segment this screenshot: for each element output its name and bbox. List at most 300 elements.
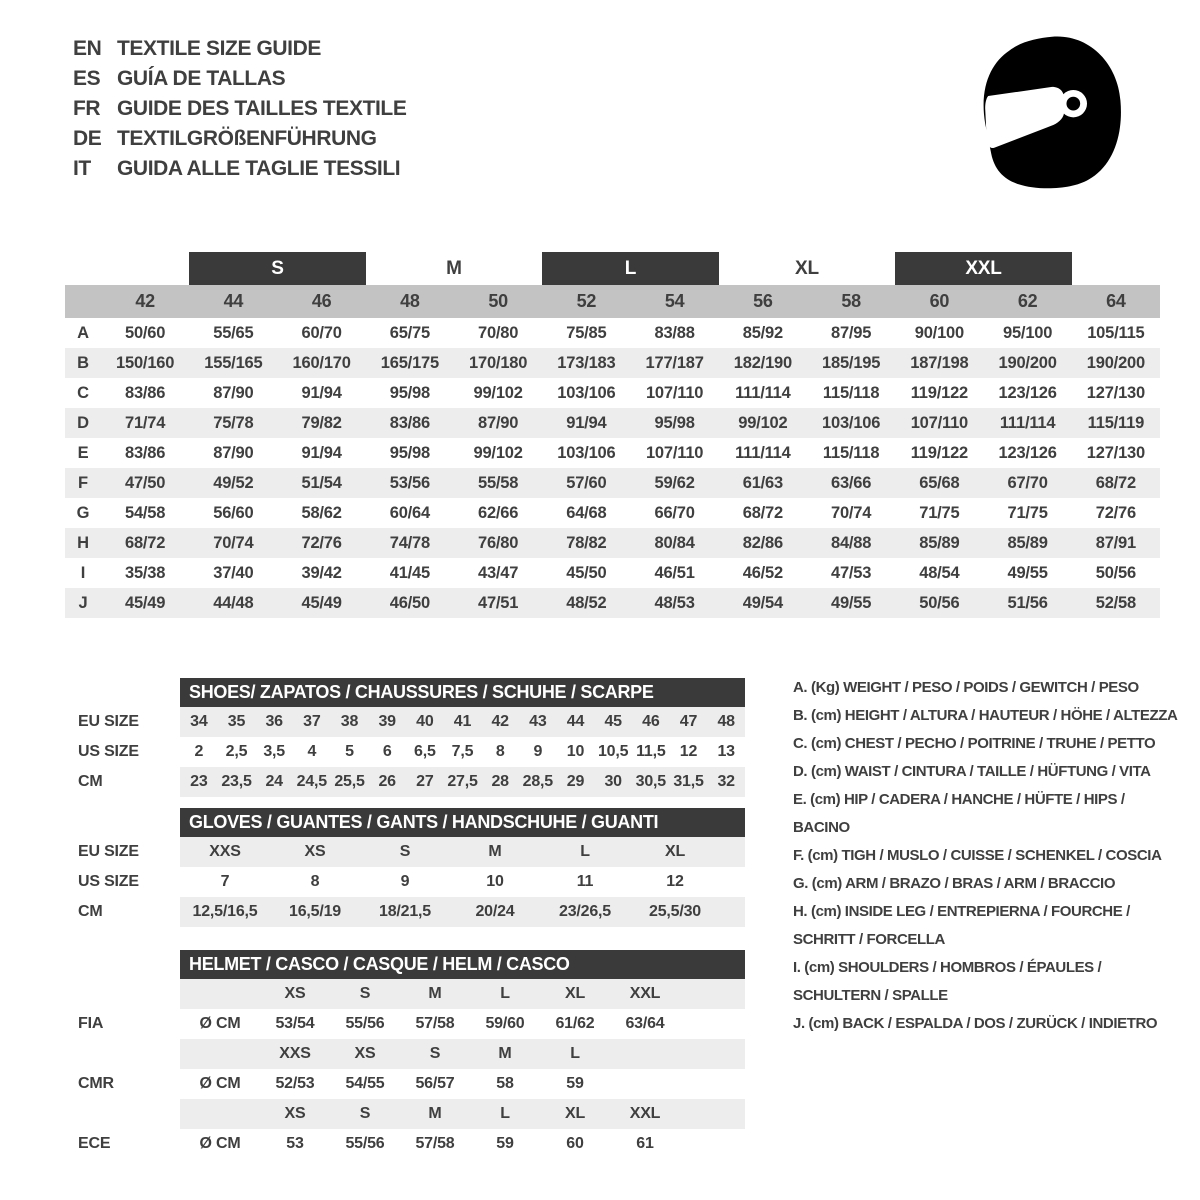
table-cell: 11,5	[636, 743, 666, 760]
size-band-xxl: XXL	[895, 252, 1072, 285]
numeric-size: 56	[753, 291, 773, 311]
numeric-size: 46	[311, 291, 332, 311]
table-cell: 56/60	[213, 503, 254, 522]
table-cell: XS	[284, 1105, 306, 1122]
row-cells	[180, 1129, 745, 1159]
row-cells	[180, 1039, 745, 1069]
table-cell: 53/54	[275, 1015, 315, 1032]
table-cell: 91/94	[301, 443, 342, 462]
table-cell: L	[580, 843, 590, 860]
table-cell: 26	[378, 773, 396, 790]
table-cell: 36	[265, 713, 283, 730]
table-cell: 60/64	[389, 503, 431, 522]
table-cell: 6,5	[414, 743, 436, 760]
table-cell: 99/102	[473, 383, 523, 402]
row-label: EU SIZE	[78, 843, 139, 860]
table-cell: 64/68	[566, 503, 607, 522]
unit-cell: Ø CM	[199, 1075, 241, 1092]
table-cell: S	[429, 1045, 441, 1062]
table-cell: 18/21,5	[379, 903, 431, 920]
table-cell: L	[500, 985, 510, 1002]
row-cells	[180, 837, 745, 867]
table-cell: 29	[566, 773, 585, 790]
row-letter: J	[78, 593, 88, 612]
table-cell: 119/122	[910, 443, 969, 462]
table-cell: 59/62	[654, 473, 695, 492]
row-label: FIA	[78, 1015, 104, 1032]
table-cell: 28,5	[522, 773, 553, 790]
table-cell: 46/51	[654, 563, 695, 582]
table-cell: 8	[495, 743, 505, 760]
table-cell: 40	[416, 713, 434, 730]
language-code: IT	[73, 157, 91, 180]
legend-item: E. (cm) HIP / CADERA / HANCHE / HÜFTE / HIPS / BACINO	[793, 791, 1125, 836]
table-cell: 95/98	[389, 383, 431, 402]
row-cells	[180, 767, 745, 797]
size-band-xl: XL	[795, 258, 819, 279]
row-cells	[180, 897, 745, 927]
table-cell: 111/114	[735, 383, 791, 402]
table-cell: 67/70	[1007, 473, 1048, 492]
racing-helmet-icon	[973, 32, 1125, 192]
table-cell: 127/130	[1086, 383, 1145, 402]
helmet-table	[65, 950, 745, 1159]
row-cells	[180, 707, 745, 737]
table-row-e	[65, 438, 1160, 468]
row-label: EU SIZE	[78, 713, 139, 730]
table-cell: 59	[496, 1135, 514, 1152]
table-cell: S	[359, 985, 371, 1002]
table-cell: 48/54	[919, 563, 960, 582]
table-cell: 70/74	[830, 503, 872, 522]
table-cell: 99/102	[473, 443, 523, 462]
language-code: FR	[73, 97, 101, 120]
helmet-values-row-ece	[65, 1129, 745, 1159]
table-cell: 87/90	[213, 383, 254, 402]
table-cell: 91/94	[566, 413, 607, 432]
table-cell: XL	[564, 1105, 586, 1122]
legend-item: H. (cm) INSIDE LEG / ENTREPIERNA / FOURCHE / SCHRITT / FORCELLA	[793, 903, 1130, 948]
numeric-size: 44	[223, 291, 244, 311]
table-cell: 46/50	[389, 593, 431, 612]
row-cells	[180, 1099, 745, 1129]
table-cell: 103/106	[557, 383, 616, 402]
legend-item: G. (cm) ARM / BRAZO / BRAS / ARM / BRACCIO	[793, 875, 1116, 892]
table-cell: 79/82	[301, 413, 342, 432]
section-row	[65, 767, 745, 797]
table-cell: XS	[354, 1045, 376, 1062]
table-cell: 31,5	[673, 773, 704, 790]
row-label	[65, 1099, 180, 1129]
table-cell: 35	[227, 713, 246, 730]
table-cell: 41/45	[389, 563, 431, 582]
unit-cell: Ø CM	[199, 1135, 241, 1152]
legend-item: F. (cm) TIGH / MUSLO / CUISSE / SCHENKEL / COSCIA	[793, 847, 1162, 864]
table-cell: 70/74	[213, 533, 254, 552]
table-cell: 45/49	[301, 593, 342, 612]
row-label: CMR	[78, 1075, 114, 1092]
table-cell: 44/48	[213, 593, 254, 612]
table-cell: 45	[604, 713, 622, 730]
table-cell: 42	[491, 713, 509, 730]
row-label	[65, 1039, 180, 1069]
table-cell: 39	[378, 713, 396, 730]
table-cell: 57/60	[566, 473, 607, 492]
table-cell: 170/180	[469, 353, 528, 372]
table-cell: 61/63	[742, 473, 784, 492]
table-cell: 75/78	[213, 413, 254, 432]
table-cell: 37	[303, 713, 321, 730]
table-cell: XL	[564, 985, 586, 1002]
table-cell: 44	[566, 713, 585, 730]
table-cell: XS	[284, 985, 306, 1002]
gloves-header: GLOVES / GUANTES / GANTS / HANDSCHUHE / GUANTI	[180, 808, 745, 837]
table-cell: 23/26,5	[559, 903, 611, 920]
language-title: GUIDA ALLE TAGLIE TESSILI	[117, 157, 401, 180]
table-cell: 111/114	[735, 443, 791, 462]
language-title: GUÍA DE TALLAS	[117, 67, 286, 90]
table-cell: S	[359, 1105, 371, 1122]
table-cell: 6	[382, 743, 392, 760]
table-row-c	[65, 378, 1160, 408]
table-cell: 177/187	[645, 353, 704, 372]
table-cell: 61	[636, 1135, 654, 1152]
legend-item: B. (cm) HEIGHT / ALTURA / HAUTEUR / HÖHE / ALTEZZA	[793, 707, 1178, 724]
table-cell: 105/115	[1087, 323, 1145, 342]
table-cell: 47/51	[477, 593, 519, 612]
table-cell: 10	[566, 743, 585, 760]
table-cell: 50/60	[124, 323, 166, 342]
table-cell: 16,5/19	[289, 903, 341, 920]
table-cell: L	[570, 1045, 580, 1062]
table-cell: 11	[576, 873, 594, 890]
table-cell: 60	[566, 1135, 584, 1152]
helmet-sizes-row	[65, 1099, 745, 1129]
table-cell: 59/60	[485, 1015, 525, 1032]
textile-size-table	[65, 252, 1160, 618]
table-cell: 80/84	[654, 533, 695, 552]
table-cell: 25,5/30	[649, 903, 701, 920]
table-cell: 12	[666, 873, 684, 890]
section-row	[65, 837, 745, 867]
table-cell: 83/88	[654, 323, 695, 342]
legend-item: D. (cm) WAIST / CINTURA / TAILLE / HÜFTUNG / VITA	[793, 763, 1151, 780]
row-label: US SIZE	[78, 873, 139, 890]
table-cell: 52/53	[275, 1075, 315, 1092]
numeric-size: 54	[664, 291, 685, 311]
table-cell: 49/54	[742, 593, 784, 612]
table-cell: 46	[642, 713, 660, 730]
table-cell: 173/183	[557, 353, 616, 372]
table-cell: 111/114	[999, 413, 1056, 432]
table-cell: 185/195	[822, 353, 881, 372]
table-cell: 27	[416, 773, 434, 790]
table-cell: 190/200	[1086, 353, 1145, 372]
shoes-rows	[65, 707, 745, 797]
table-cell: 68/72	[1095, 473, 1137, 492]
table-cell: 66/70	[654, 503, 695, 522]
table-cell: 84/88	[830, 533, 872, 552]
table-cell: 103/106	[822, 413, 881, 432]
table-cell: 95/98	[654, 413, 695, 432]
table-cell: 49/55	[1007, 563, 1048, 582]
table-cell: M	[498, 1045, 512, 1062]
table-cell: 55/58	[477, 473, 519, 492]
row-cells	[180, 1069, 745, 1099]
gloves-table	[65, 808, 745, 927]
table-cell: XXS	[209, 843, 241, 860]
table-cell: 2	[194, 743, 204, 760]
table-cell: 34	[190, 713, 208, 730]
numeric-size: 62	[1017, 291, 1038, 311]
language-code: DE	[73, 127, 102, 150]
table-cell: 10,5	[597, 743, 629, 760]
table-cell: 155/165	[204, 353, 263, 372]
legend-item: J. (cm) BACK / ESPALDA / DOS / ZURÜCK / INDIETRO	[793, 1015, 1158, 1032]
table-cell: 53	[286, 1135, 304, 1152]
table-cell: 9	[400, 873, 410, 890]
table-cell: 115/118	[822, 443, 880, 462]
table-cell: 58	[496, 1075, 514, 1092]
helmet-sizes-row	[65, 979, 745, 1009]
measurement-rows	[65, 318, 1160, 618]
table-cell: 115/118	[822, 383, 880, 402]
table-cell: 23,5	[221, 773, 252, 790]
table-cell: 99/102	[738, 413, 788, 432]
table-cell: 54/55	[345, 1075, 385, 1092]
table-cell: 32	[717, 773, 735, 790]
row-cells	[180, 867, 745, 897]
table-cell: 75/85	[566, 323, 607, 342]
table-cell: 51/56	[1007, 593, 1048, 612]
table-cell: 12	[679, 743, 698, 760]
table-cell: 59	[566, 1075, 584, 1092]
table-cell: 12,5/16,5	[192, 903, 258, 920]
helmet-header: HELMET / CASCO / CASQUE / HELM / CASCO	[180, 950, 745, 979]
table-cell: 72/76	[301, 533, 342, 552]
table-cell: XL	[664, 843, 686, 860]
numeric-size: 42	[135, 291, 155, 311]
table-cell: 190/200	[998, 353, 1057, 372]
table-row-h	[65, 528, 1160, 558]
row-cells	[180, 979, 745, 1009]
table-cell: 70/80	[477, 323, 519, 342]
legend-item: C. (cm) CHEST / PECHO / POITRINE / TRUHE / PETTO	[793, 735, 1156, 752]
language-title: TEXTILGRÖßENFÜHRUNG	[117, 127, 377, 150]
table-cell: 45/49	[124, 593, 166, 612]
table-cell: M	[428, 1105, 442, 1122]
table-cell: 107/110	[645, 443, 704, 462]
table-cell: 50/56	[919, 593, 960, 612]
measurement-legend	[793, 674, 1185, 1038]
section-row	[65, 867, 745, 897]
table-cell: 83/86	[124, 383, 166, 402]
table-cell: 39/42	[301, 563, 342, 582]
table-cell: 30	[604, 773, 622, 790]
table-cell: 13	[717, 743, 735, 760]
helmet-sizes-row	[65, 1039, 745, 1069]
row-letter: E	[77, 443, 89, 462]
table-row-a	[65, 318, 1160, 348]
table-cell: 107/110	[910, 413, 969, 432]
row-letter: B	[77, 353, 89, 372]
row-label: ECE	[78, 1135, 111, 1152]
helmet-values-row-cmr	[65, 1069, 745, 1099]
table-cell: 87/90	[213, 443, 254, 462]
table-cell: 60/70	[301, 323, 342, 342]
table-cell: 48/52	[566, 593, 607, 612]
table-cell: 7	[220, 873, 230, 890]
table-cell: 87/95	[830, 323, 872, 342]
table-row-f	[65, 468, 1160, 498]
table-cell: 4	[307, 743, 317, 760]
table-cell: 76/80	[477, 533, 519, 552]
table-cell: XS	[304, 843, 326, 860]
table-cell: 115/119	[1087, 413, 1145, 432]
table-cell: 78/82	[566, 533, 607, 552]
language-row	[73, 124, 406, 154]
table-cell: 68/72	[124, 533, 166, 552]
section-row	[65, 897, 745, 927]
table-cell: 56/57	[415, 1075, 455, 1092]
table-cell: 46/52	[742, 563, 784, 582]
table-cell: 49/52	[213, 473, 254, 492]
table-cell: 72/76	[1095, 503, 1137, 522]
table-cell: 85/89	[1007, 533, 1048, 552]
size-band-s: S	[189, 252, 366, 285]
table-cell: 43/47	[477, 563, 519, 582]
table-cell: 27,5	[447, 773, 478, 790]
language-row	[73, 64, 406, 94]
row-letter: F	[78, 473, 88, 492]
table-cell: 2,5	[225, 743, 248, 760]
table-cell: L	[500, 1105, 510, 1122]
table-cell: 8	[310, 873, 320, 890]
table-cell: 127/130	[1086, 443, 1145, 462]
table-cell: XXS	[279, 1045, 311, 1062]
table-cell: 49/55	[830, 593, 872, 612]
table-cell: 38	[340, 713, 359, 730]
table-cell: 68/72	[742, 503, 784, 522]
table-cell: 95/100	[1002, 323, 1053, 342]
language-title: TEXTILE SIZE GUIDE	[117, 37, 321, 60]
table-cell: 25,5	[334, 773, 365, 790]
row-letter: A	[77, 323, 89, 342]
table-cell: 119/122	[910, 383, 969, 402]
row-letter: D	[77, 413, 89, 432]
table-cell: 85/92	[742, 323, 784, 342]
table-cell: 37/40	[213, 563, 254, 582]
section-row	[65, 737, 745, 767]
table-row-j	[65, 588, 1160, 618]
table-cell: 65/68	[919, 473, 960, 492]
row-letter: C	[77, 383, 89, 402]
table-cell: 82/86	[742, 533, 784, 552]
table-cell: XXL	[629, 985, 661, 1002]
numeric-size: 58	[841, 291, 861, 311]
table-cell: 10	[486, 873, 504, 890]
table-cell: 47/53	[830, 563, 872, 582]
table-cell: 24	[265, 773, 283, 790]
table-cell: 90/100	[914, 323, 965, 342]
table-cell: 54/58	[124, 503, 166, 522]
row-label: CM	[78, 773, 103, 790]
table-cell: 165/175	[380, 353, 439, 372]
table-cell: 63/66	[830, 473, 872, 492]
numeric-size: 48	[400, 291, 420, 311]
table-cell: 48/53	[654, 593, 695, 612]
row-letter: H	[77, 533, 89, 552]
table-cell: 58/62	[301, 503, 342, 522]
table-cell: 71/75	[1007, 503, 1048, 522]
table-cell: 53/56	[389, 473, 431, 492]
size-band-row	[65, 252, 1160, 285]
table-row-i	[65, 558, 1160, 588]
table-cell: 61/62	[555, 1015, 595, 1032]
table-cell: 62/66	[477, 503, 519, 522]
table-cell: 71/74	[124, 413, 166, 432]
table-cell: 74/78	[389, 533, 431, 552]
row-cells	[180, 737, 745, 767]
table-cell: 160/170	[292, 353, 351, 372]
table-cell: 52/58	[1095, 593, 1137, 612]
table-cell: 9	[533, 743, 543, 760]
table-cell: 48	[717, 713, 735, 730]
legend-item: I. (cm) SHOULDERS / HOMBROS / ÉPAULES / SCHULTERN / SPALLE	[793, 959, 1102, 1004]
table-cell: 43	[529, 713, 547, 730]
table-cell: 3,5	[263, 743, 285, 760]
gloves-rows	[65, 837, 745, 927]
table-cell: 91/94	[301, 383, 342, 402]
table-cell: 103/106	[557, 443, 616, 462]
numeric-size: 64	[1106, 291, 1126, 311]
table-cell: 35/38	[124, 563, 166, 582]
numeric-size-row	[65, 285, 1160, 318]
table-cell: 63/64	[625, 1015, 665, 1032]
table-cell: 87/91	[1095, 533, 1137, 552]
table-cell: 57/58	[415, 1015, 455, 1032]
language-code: EN	[73, 37, 102, 60]
table-cell: 83/86	[124, 443, 166, 462]
table-cell: 7,5	[451, 743, 474, 760]
table-cell: M	[428, 985, 442, 1002]
table-cell: 150/160	[116, 353, 175, 372]
row-label	[65, 979, 180, 1009]
table-cell: 95/98	[389, 443, 431, 462]
legend-item: A. (Kg) WEIGHT / PESO / POIDS / GEWITCH / PESO	[793, 679, 1139, 696]
table-cell: 28	[491, 773, 509, 790]
table-cell: 65/75	[389, 323, 431, 342]
size-band-m: M	[446, 258, 462, 279]
language-list	[73, 34, 406, 184]
size-band-l: L	[542, 252, 719, 285]
shoes-table	[65, 678, 745, 797]
table-cell: 50/56	[1095, 563, 1137, 582]
language-row	[73, 94, 406, 124]
table-cell: 45/50	[566, 563, 607, 582]
numeric-size: 50	[488, 291, 508, 311]
table-cell: 30,5	[635, 773, 666, 790]
language-title: GUIDE DES TAILLES TEXTILE	[117, 97, 407, 120]
table-cell: M	[488, 843, 502, 860]
table-cell: 41	[453, 713, 472, 730]
row-label: US SIZE	[78, 743, 139, 760]
section-row	[65, 707, 745, 737]
table-cell: XXL	[629, 1105, 661, 1122]
table-cell: 24,5	[296, 773, 327, 790]
table-cell: 107/110	[645, 383, 704, 402]
table-cell: 123/126	[998, 443, 1057, 462]
